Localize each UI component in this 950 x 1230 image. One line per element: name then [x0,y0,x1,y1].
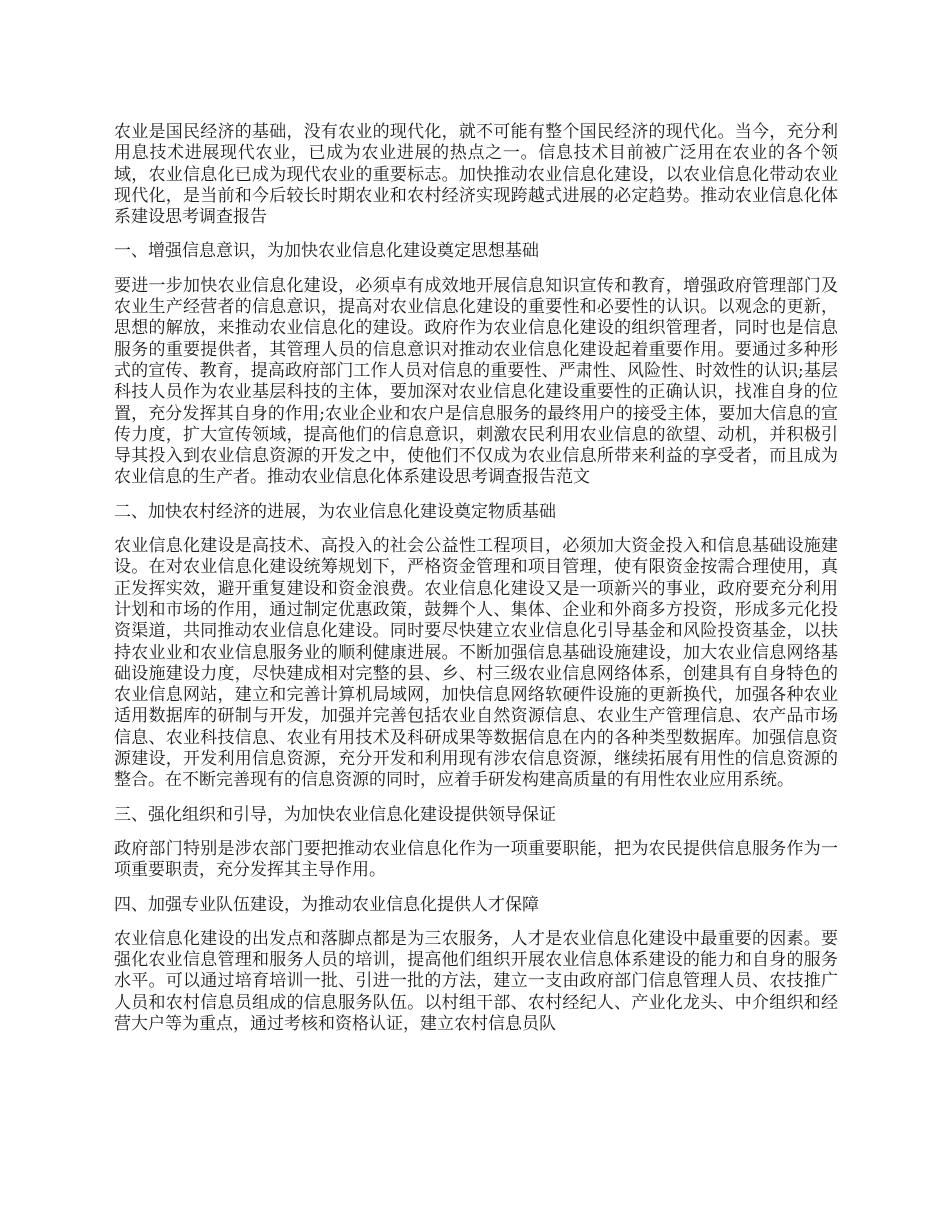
section-heading-3: 三、强化组织和引导，为加快农业信息化建设提供领导保证 [114,804,556,825]
section-4-paragraph: 农业信息化建设的出发点和落脚点都是为三农服务，人才是农业信息化建设中最重要的因素。要强化农业信息管理和服务人员的培训，提高他们组织开展农业信息体系建设的能力和自身的服务水平。可以通过培育培训一批、引进一批的方法，建立一支由政府部门信息管理人员、农技推广人员和农村信息员组成的信息服务队伍。以村组干部、农村经纪人、产业化龙头、中介组织和经营大户等为重点，通过考核和资格认证，建立农村信息员队 [114,928,838,1034]
intro-paragraph: 农业是国民经济的基础，没有农业的现代化，就不可能有整个国民经济的现代化。当今，充分利用息技术进展现代农业，已成为农业进展的热点之一。信息技术目前被广泛用在农业的各个领域，农业信息化已成为现代农业的重要标志。加快推动农业信息化建设，以农业信息化带动农业现代化，是当前和今后较长时期农业和农村经济实现跨越式进展的必定趋势。推动农业信息化体系建设思考调查报告 [114,122,838,228]
section-heading-1: 一、增强信息意识，为加快农业信息化建设奠定思想基础 [114,241,539,262]
section-heading-4: 四、加强专业队伍建设，为推动农业信息化提供人才保障 [114,894,539,915]
section-heading-2: 二、加快农村经济的进展，为农业信息化建设奠定物质基础 [114,501,556,522]
section-1-paragraph: 要进一步加快农业信息化建设，必须卓有成效地开展信息知识宣传和教育，增强政府管理部门及农业生产经营者的信息意识，提高对农业信息化建设的重要性和必要性的认识。以观念的更新，思想的解放，来推动农业信息化的建设。政府作为农业信息化建设的组织管理者，同时也是信息服务的重要提供者，其管理人员的信息意识对推动农业信息化建设起着重要作用。要通过多种形式的宣传、教育，提高政府部门工作人员对信息的重要性、严肃性、风险性、时效性的认识;基层科技人员作为农业基层科技的主体，要加深对农业信息化建设重要性的正确认识，找准自身的位置，充分发挥其自身的作用;农业企业和农户是信息服务的最终用户的接受主体，要加大信息的宣传力度，扩大宣传领域，提高他们的信息意识，刺激农民利用农业信息的欲望、动机，并积极引导其投入到农业信息资源的开发之中，使他们不仅成为农业信息所带来利益的享受者，而且成为农业信息的生产者。推动农业信息化体系建设思考调查报告范文 [114,275,838,488]
document-body [114,122,838,1048]
section-3-paragraph: 政府部门特别是涉农部门要把推动农业信息化作为一项重要职能，把为农民提供信息服务作为一项重要职责，充分发挥其主导作用。 [114,838,838,881]
section-2-paragraph: 农业信息化建设是高技术、高投入的社会公益性工程项目，必须加大资金投入和信息基础设施建设。在对农业信息化建设统筹规划下，严格资金管理和项目管理，使有限资金按需合理使用，真正发挥实效，避开重复建设和资金浪费。农业信息化建设又是一项新兴的事业，政府要充分利用计划和市场的作用，通过制定优惠政策，鼓舞个人、集体、企业和外商多方投资，形成多元化投资渠道，共同推动农业信息化建设。同时要尽快建立农业信息化引导基金和风险投资基金，以扶持农业业和农业信息服务业的顺利健康进展。不断加强信息基础设施建设，加大农业信息网络基础设施建设力度，尽快建成相对完整的县、乡、村三级农业信息网络体系，创建具有自身特色的农业信息网站，建立和完善计算机局域网，加快信息网络软硬件设施的更新换代，加强各种农业适用数据库的研制与开发，加强并完善包括农业自然资源信息、农业生产管理信息、农产品市场信息、农业科技信息、农业有用技术及科研成果等数据信息在内的各种类型数据库。加强信息资源建设，开发利用信息资源，充分开发和利用现有涉农信息资源，继续拓展有用性的信息资源的整合。在不断完善现有的信息资源的同时，应着手研发构建高质量的有用性农业应用系统。 [114,536,838,791]
